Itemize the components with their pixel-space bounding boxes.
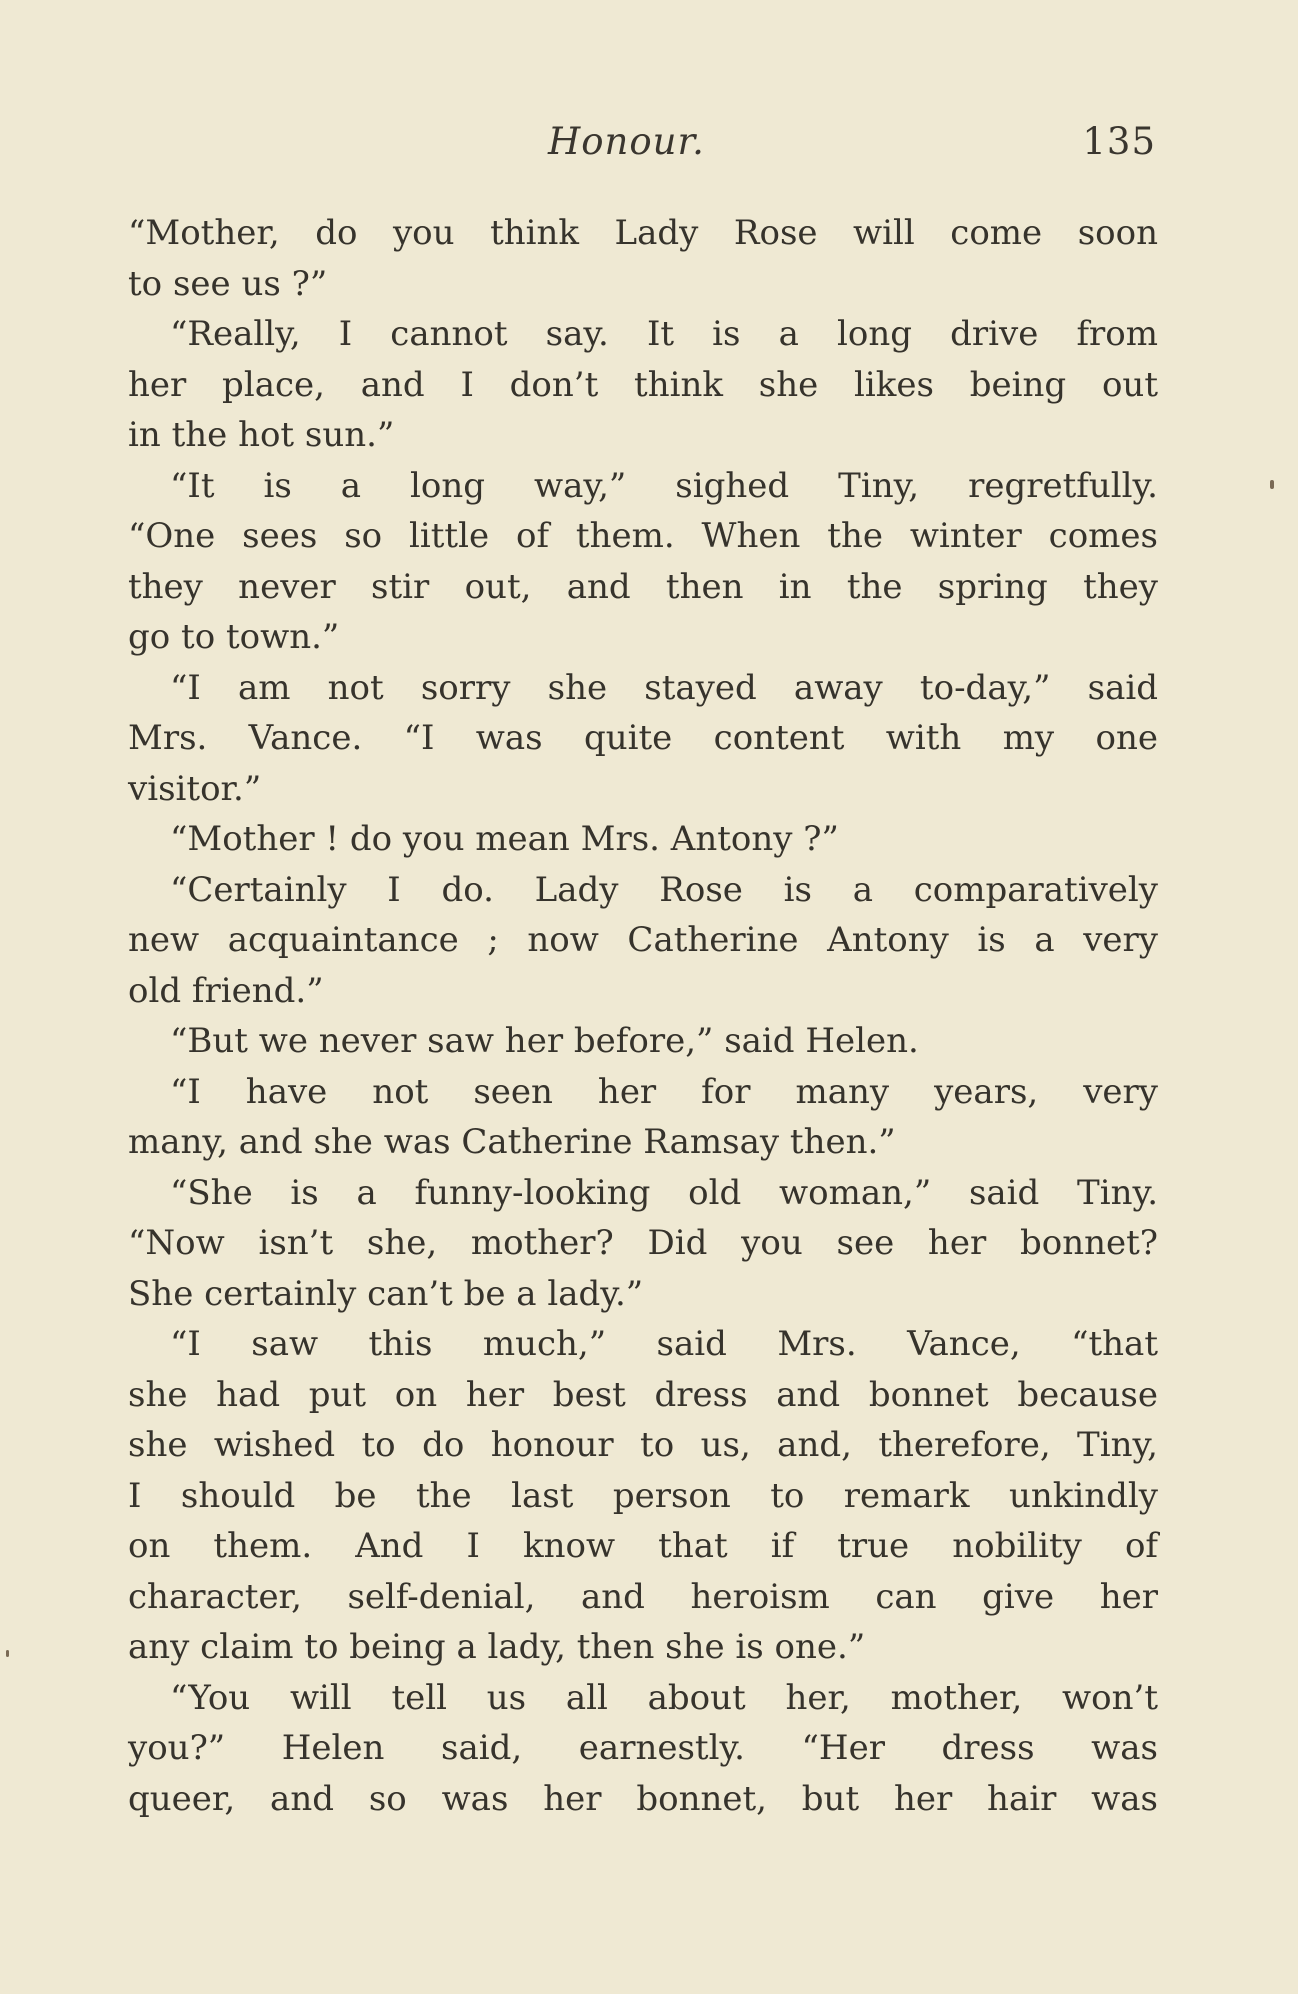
text-line: any claim to being a lady, then she is one.” xyxy=(128,1627,866,1667)
text-line: many, and she was Catherine Ramsay then.” xyxy=(128,1122,896,1162)
text-line: visitor.” xyxy=(128,768,262,809)
text-line: I should be the last person to remark unkindly xyxy=(128,1475,1158,1516)
text-line: “I am not sorry she stayed away to-day,” said xyxy=(170,667,1158,708)
text-line: you?” Helen said, earnestly. “Her dress was xyxy=(128,1728,1158,1768)
text-line: “Mother ! do you mean Mrs. Antony ?” xyxy=(170,819,839,859)
page-header xyxy=(128,120,1158,176)
text-line: “I saw this much,” said Mrs. Vance, “that xyxy=(170,1324,1158,1364)
page-number: 135 xyxy=(1082,120,1156,163)
text-line: queer, and so was her bonnet, but her hair was xyxy=(128,1778,1158,1819)
text-line: old friend.” xyxy=(128,970,324,1011)
text-line: she wished to do honour to us, and, therefore, Tiny, xyxy=(128,1425,1158,1465)
text-line: to see us ?” xyxy=(128,263,328,304)
text-line: “Now isn’t she, mother? Did you see her bonnet? xyxy=(128,1223,1158,1263)
text-line: “It is a long way,” sighed Tiny, regretfully. xyxy=(170,465,1158,506)
margin-speck xyxy=(6,1650,9,1657)
text-line: her place, and I don’t think she likes being out xyxy=(128,364,1158,405)
text-line: she had put on her best dress and bonnet because xyxy=(128,1374,1158,1415)
body-text xyxy=(128,208,1158,1824)
text-line: they never stir out, and then in the spring they xyxy=(128,566,1158,607)
margin-speck xyxy=(1270,480,1274,489)
text-line: in the hot sun.” xyxy=(128,415,395,455)
text-line: “I have not seen her for many years, very xyxy=(170,1071,1158,1112)
text-line: new acquaintance ; now Catherine Antony is a very xyxy=(128,920,1158,960)
text-line: “Mother, do you think Lady Rose will come soon xyxy=(128,213,1158,253)
text-line: “One sees so little of them. When the winter comes xyxy=(128,516,1158,556)
text-line: on them. And I know that if true nobility of xyxy=(128,1526,1158,1566)
text-line: “She is a funny-looking old woman,” said Tiny. xyxy=(170,1172,1158,1213)
text-line: “But we never saw her before,” said Helen. xyxy=(170,1021,919,1061)
text-line: “Really, I cannot say. It is a long drive from xyxy=(170,314,1158,354)
text-line: She certainly can’t be a lady.” xyxy=(128,1273,644,1314)
text-line: go to town.” xyxy=(128,617,340,657)
running-title: Honour. xyxy=(548,120,705,163)
text-line: Mrs. Vance. “I was quite content with my one xyxy=(128,718,1158,758)
text-line: character, self-denial, and heroism can give her xyxy=(128,1576,1158,1617)
text-line: “Certainly I do. Lady Rose is a comparatively xyxy=(170,869,1158,910)
text-line: “You will tell us all about her, mother, won’t xyxy=(170,1677,1158,1718)
